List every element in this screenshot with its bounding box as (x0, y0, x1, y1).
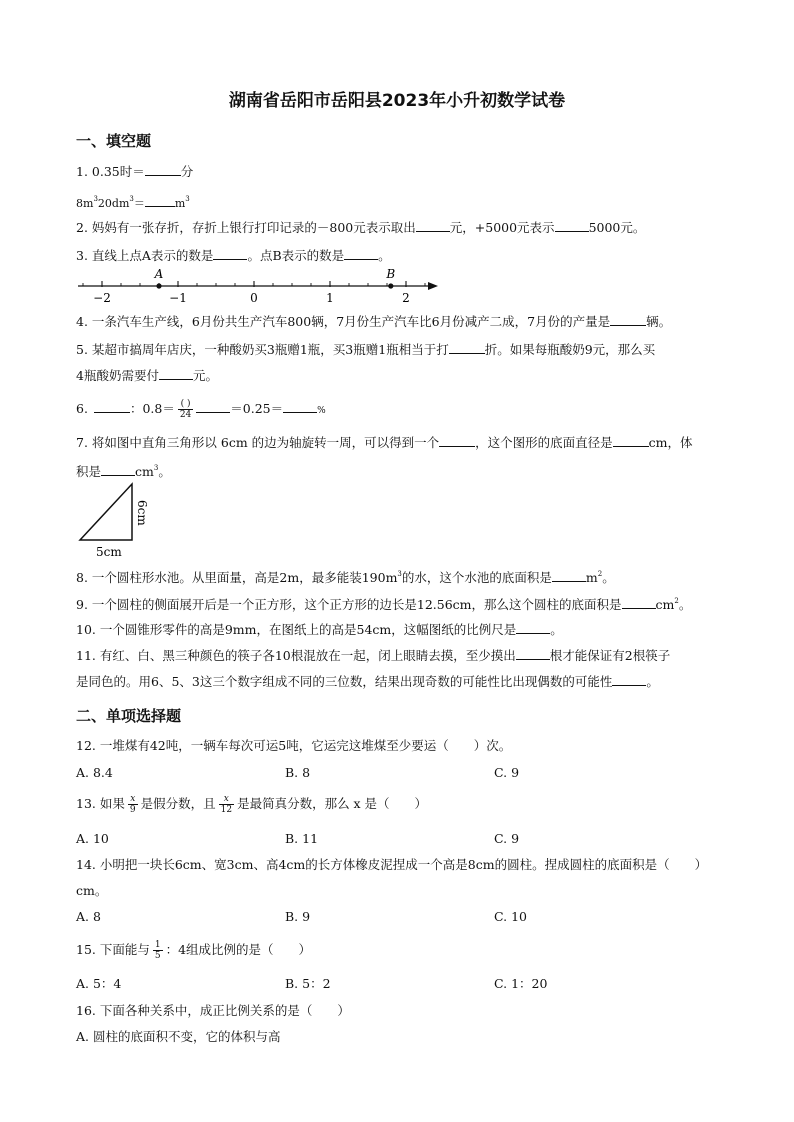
answer-blank[interactable] (622, 596, 656, 609)
question-8: 8. 一个圆柱形水池。从里面量，高是2m，最多能装$190m^3$的水，这个水池的底面积是 $m^2$。 (76, 570, 615, 585)
q12-option-c[interactable]: C. 9 (494, 765, 520, 780)
answer-blank[interactable] (196, 400, 230, 413)
question-7-cont: 积是 $cm^3$。 (76, 464, 171, 479)
fraction-blank[interactable]: $\frac{( )}{24}$ (179, 399, 192, 420)
q15-option-a[interactable]: A. 5：4 (76, 976, 122, 991)
question-16: 16. 下面各种关系中，成正比例关系的是（ ） (76, 1003, 350, 1018)
number-line-tick-label: 1 (326, 291, 334, 305)
question-1: 1. 0.35时＝ 分 (76, 164, 194, 179)
q14-option-a[interactable]: A. 8 (76, 909, 101, 924)
answer-blank[interactable] (213, 247, 247, 260)
question-7: 7. 将如图中直角三角形以 6cm 的边为轴旋转一周，可以得到一个 ，这个图形的底面直径是 cm，体 (76, 435, 693, 450)
point-b-label: B (386, 267, 396, 281)
triangle-height-label: 6cm (135, 500, 149, 526)
question-15: 15. 下面能与 $\frac{1}{5}$ ：4组成比例的是（ ） (76, 940, 312, 961)
number-line-tick-label: 2 (402, 291, 410, 305)
q13-option-b[interactable]: B. 11 (285, 831, 319, 846)
answer-blank[interactable] (610, 313, 646, 326)
question-12: 12. 一堆煤有42吨，一辆车每次可运5吨，它运完这堆煤至少要运（ ）次。 (76, 738, 512, 753)
question-4: 4. 一条汽车生产线，6月份共生产汽车800辆，7月份生产汽车比6月份减产二成，7月份的产量是 辆。 (76, 314, 672, 329)
fraction-x-over-12: $\frac{x}{12}$ (220, 794, 233, 815)
section-single-choice-heading: 二、单项选择题 (76, 707, 182, 725)
q16-option-a[interactable]: A. 圆柱的底面积不变，它的体积与高 (76, 1029, 281, 1044)
number-line (72, 264, 452, 310)
point-b-dot (388, 283, 393, 288)
question-5: 5. 某超市搞周年店庆，一种酸奶买3瓶赠1瓶，买3瓶赠1瓶相当于打 折。如果每瓶酸奶9元，那么买 (76, 342, 656, 357)
question-1-part-2: $8m^320dm^3= m^3$ (76, 195, 190, 210)
answer-blank[interactable] (145, 194, 175, 207)
point-a-dot (156, 283, 161, 288)
answer-blank[interactable] (101, 463, 135, 476)
question-14: 14. 小明把一块长6cm、宽3cm、高4cm的长方体橡皮泥捏成一个高是8cm的圆柱。捏成圆柱的底面积是（ ） (76, 857, 708, 872)
number-line-tick-label: −1 (169, 291, 187, 305)
q14-option-b[interactable]: B. 9 (285, 909, 311, 924)
answer-blank[interactable] (516, 647, 550, 660)
question-14-cont: cm。 (76, 883, 108, 898)
fraction-one-fifth: $\frac{1}{5}$ (154, 940, 161, 961)
q14-option-c[interactable]: C. 10 (494, 909, 527, 924)
answer-blank[interactable] (416, 219, 450, 232)
answer-blank[interactable] (552, 569, 586, 582)
question-3: 3. 直线上点A表示的数是 。点B表示的数是 。 (76, 248, 391, 263)
right-triangle-figure (74, 478, 164, 562)
question-13: 13. 如果 $\frac{x}{9}$ 是假分数，且 $\frac{x}{12}$ 是最简真分数，那么 x 是（ ） (76, 794, 428, 815)
question-2: 2. 妈妈有一张存折，存折上银行打印记录的－800元表示取出 元，+5000元表示 5000元。 (76, 220, 646, 235)
answer-blank[interactable] (613, 434, 649, 447)
question-10: 10. 一个圆锥形零件的高是9mm，在图纸上的高是54cm，这幅图纸的比例尺是 。 (76, 622, 563, 637)
answer-blank[interactable] (449, 341, 485, 354)
q13-option-c[interactable]: C. 9 (494, 831, 520, 846)
answer-blank[interactable] (516, 621, 550, 634)
number-line-tick-label: 0 (250, 291, 258, 305)
triangle-shape (80, 484, 132, 540)
answer-blank[interactable] (555, 219, 589, 232)
answer-blank[interactable] (159, 367, 193, 380)
question-6: 6. ：0.8＝ $\frac{( )}{24}$ ＝0.25＝ % (76, 399, 326, 420)
fraction-x-over-9: $\frac{x}{9}$ (129, 794, 136, 815)
answer-blank[interactable] (344, 247, 378, 260)
point-a-label: A (154, 267, 164, 281)
number-line-tick-label: −2 (93, 291, 111, 305)
question-11-cont: 是同色的。用6、5、3这三个数字组成不同的三位数，结果出现奇数的可能性比出现偶数的可能性 。 (76, 674, 659, 689)
answer-blank[interactable] (439, 434, 475, 447)
q12-option-b[interactable]: B. 8 (285, 765, 311, 780)
question-9: 9. 一个圆柱的侧面展开后是一个正方形，这个正方形的边长是12.56cm，那么这个圆柱的底面积是 $cm^2$。 (76, 597, 692, 612)
section-fill-blank-heading: 一、填空题 (76, 132, 152, 150)
question-5-cont: 4瓶酸奶需要付 元。 (76, 368, 218, 383)
number-line-arrow (428, 282, 438, 290)
page-title: 湖南省岳阳市岳阳县2023年小升初数学试卷 (228, 91, 566, 111)
triangle-base-label: 5cm (96, 545, 122, 559)
q15-option-b[interactable]: B. 5：2 (285, 976, 331, 991)
q15-option-c[interactable]: C. 1：20 (494, 976, 548, 991)
answer-blank[interactable] (145, 163, 181, 176)
answer-blank[interactable] (612, 673, 646, 686)
q12-option-a[interactable]: A. 8.4 (76, 765, 113, 780)
q13-option-a[interactable]: A. 10 (76, 831, 109, 846)
answer-blank[interactable] (283, 400, 317, 413)
answer-blank[interactable] (94, 400, 130, 413)
question-11: 11. 有红、白、黑三种颜色的筷子各10根混放在一起，闭上眼睛去摸，至少摸出 根才能保证有2根筷子 (76, 648, 671, 663)
